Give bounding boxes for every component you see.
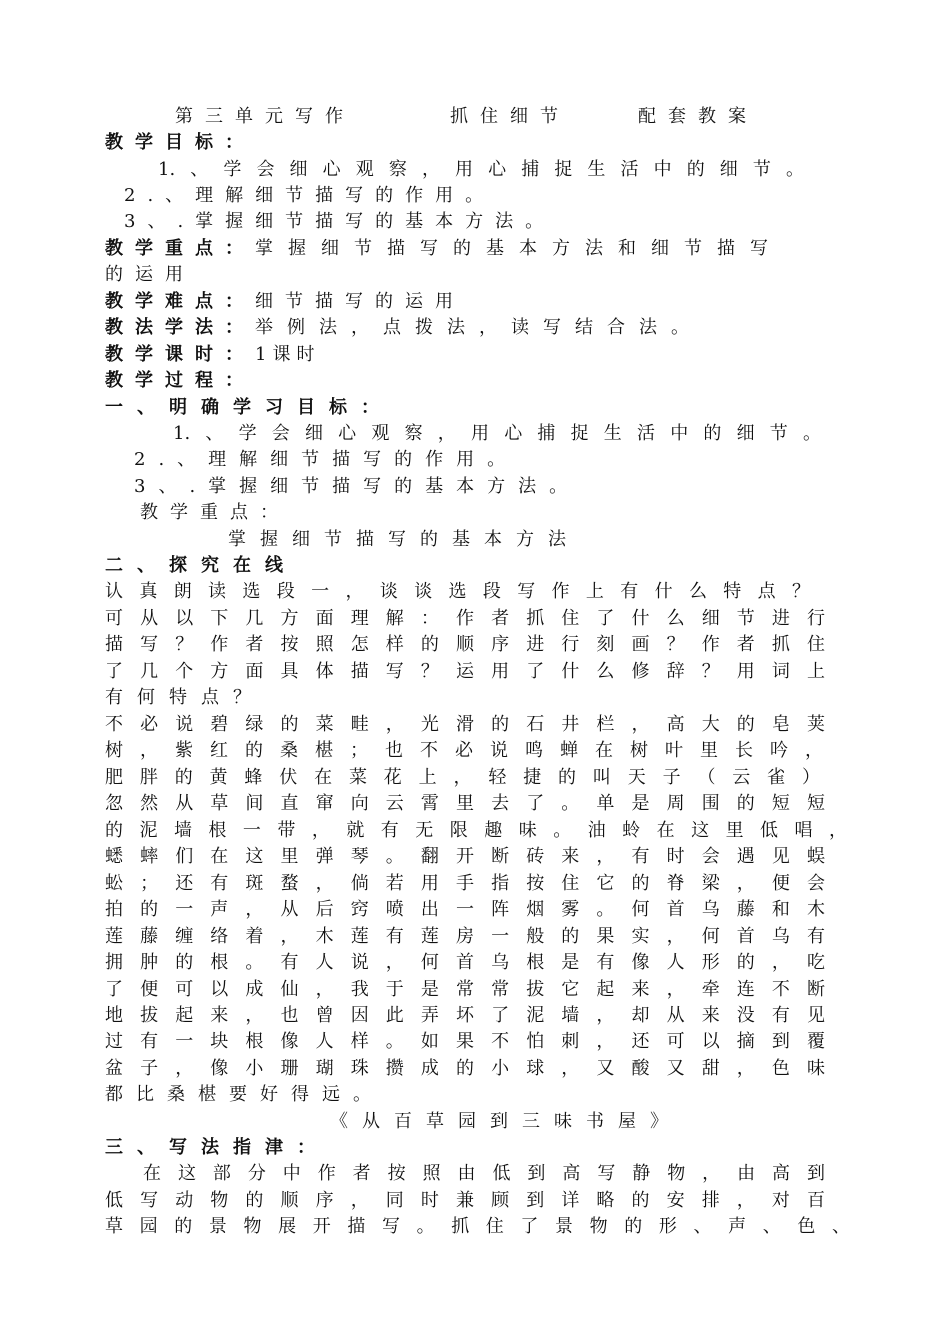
section2-line: 莲藤缠络着，木莲有莲房一般的果实，何首乌有 [105, 926, 825, 947]
section2-heading: 二、探究在线 [105, 555, 297, 576]
key-point-value: 掌握细节描写的基本方法和细节描写 [255, 238, 783, 259]
section2-line: 描写？作者按照怎样的顺序进行刻画？作者抓住 [105, 634, 825, 655]
goals-label: 教学目标： [105, 132, 255, 153]
section2-line: 的泥墙根一带，就有无限趣味。油蛉在这里低唱， [105, 820, 847, 841]
title-suffix: 配套教案 [638, 106, 758, 127]
section1-key-label: 教学重点： [140, 502, 290, 523]
section2-line: 都比桑椹要好得远。 [105, 1084, 384, 1105]
section2-source: 《从百草园到三味书屋》 [330, 1111, 682, 1132]
section2-line: 可从以下几方面理解：作者抓住了什么细节进行 [105, 608, 825, 629]
process-label: 教学过程： [105, 370, 255, 391]
section2-line: 不必说碧绿的菜畦，光滑的石井栏，高大的皂荚 [105, 714, 825, 735]
section2-line: 认真朗读选段一，谈谈选段写作上有什么特点？ [105, 581, 810, 602]
goal-item-3: 3、.掌握细节描写的基本方法。 [124, 211, 556, 232]
hours-label: 教学课时： [105, 344, 255, 365]
section1-heading: 一、明确学习目标： [105, 397, 393, 418]
section1-item-1: 1.、学会细心观察，用心捕捉生活中的细节。 [173, 423, 821, 444]
section1-item-2: 2.、理解细节描写的作用。 [134, 449, 519, 470]
section1-key-value: 掌握细节描写的基本方法 [228, 529, 580, 550]
section2-line: 肥胖的黄蜂伏在菜花上，轻捷的叫天子（云雀） [105, 767, 820, 788]
hours-value: 1课时 [255, 344, 321, 365]
key-point-continued: 的运用 [105, 264, 195, 285]
goal-item-1: 1.、学会细心观察，用心捕捉生活中的细节。 [158, 159, 804, 180]
section3-line: 低写动物的顺序，同时兼顾到详略的安排，对百 [105, 1190, 825, 1211]
difficulty-label: 教学难点： [105, 291, 255, 312]
difficulty [105, 289, 835, 315]
section2-line: 拍的一声，从后窍喷出一阵烟雾。何首乌藤和木 [105, 899, 825, 920]
goal-item-2: 2.、理解细节描写的作用。 [124, 185, 496, 206]
section2-line: 过有一块根像人样。如果不怕刺，还可以摘到覆 [105, 1031, 825, 1052]
section2-line: 蟋蟀们在这里弹琴。翻开断砖来，有时会遇见蜈 [105, 846, 825, 867]
section2-line: 忽然从草间直窜向云霄里去了。单是周围的短短 [105, 793, 825, 814]
section2-line: 地拔起来，也曾因此弄坏了泥墙，却从来没有见 [105, 1005, 825, 1026]
difficulty-value: 细节描写的运用 [255, 291, 465, 312]
section2-line: 了几个方面具体描写？运用了什么修辞？用词上 [105, 661, 825, 682]
title-topic: 抓住细节 [450, 106, 570, 127]
key-point-label: 教学重点： [105, 238, 255, 259]
methods-label: 教法学法： [105, 317, 255, 338]
hours [105, 342, 835, 368]
section3-heading: 三、写法指津： [105, 1137, 329, 1158]
section2-line: 盆子，像小珊瑚珠攒成的小球，又酸又甜，色味 [105, 1058, 825, 1079]
key-point [105, 236, 835, 262]
section1-item-3: 3、.掌握细节描写的基本方法。 [134, 476, 581, 497]
methods-value: 举例法，点拨法，读写结合法。 [255, 317, 703, 338]
section2-line: 拥肿的根。有人说，何首乌根是有像人形的，吃 [105, 952, 825, 973]
methods [105, 315, 835, 341]
section3-line: 在这部分中作者按照由低到高写静物，由高到 [143, 1163, 825, 1184]
section2-line: 有何特点？ [105, 687, 265, 708]
section2-line: 了便可以成仙，我于是常常拔它起来，牵连不断 [105, 979, 825, 1000]
title-unit: 第三单元写作 [175, 106, 355, 127]
section3-line: 草园的景物展开描写。抓住了景物的形、声、色、 [105, 1216, 850, 1237]
section2-line: 蚣；还有斑蝥，倘若用手指按住它的脊梁，便会 [105, 873, 825, 894]
section2-line: 树，紫红的桑椹；也不必说鸣蝉在树叶里长吟， [105, 740, 823, 761]
